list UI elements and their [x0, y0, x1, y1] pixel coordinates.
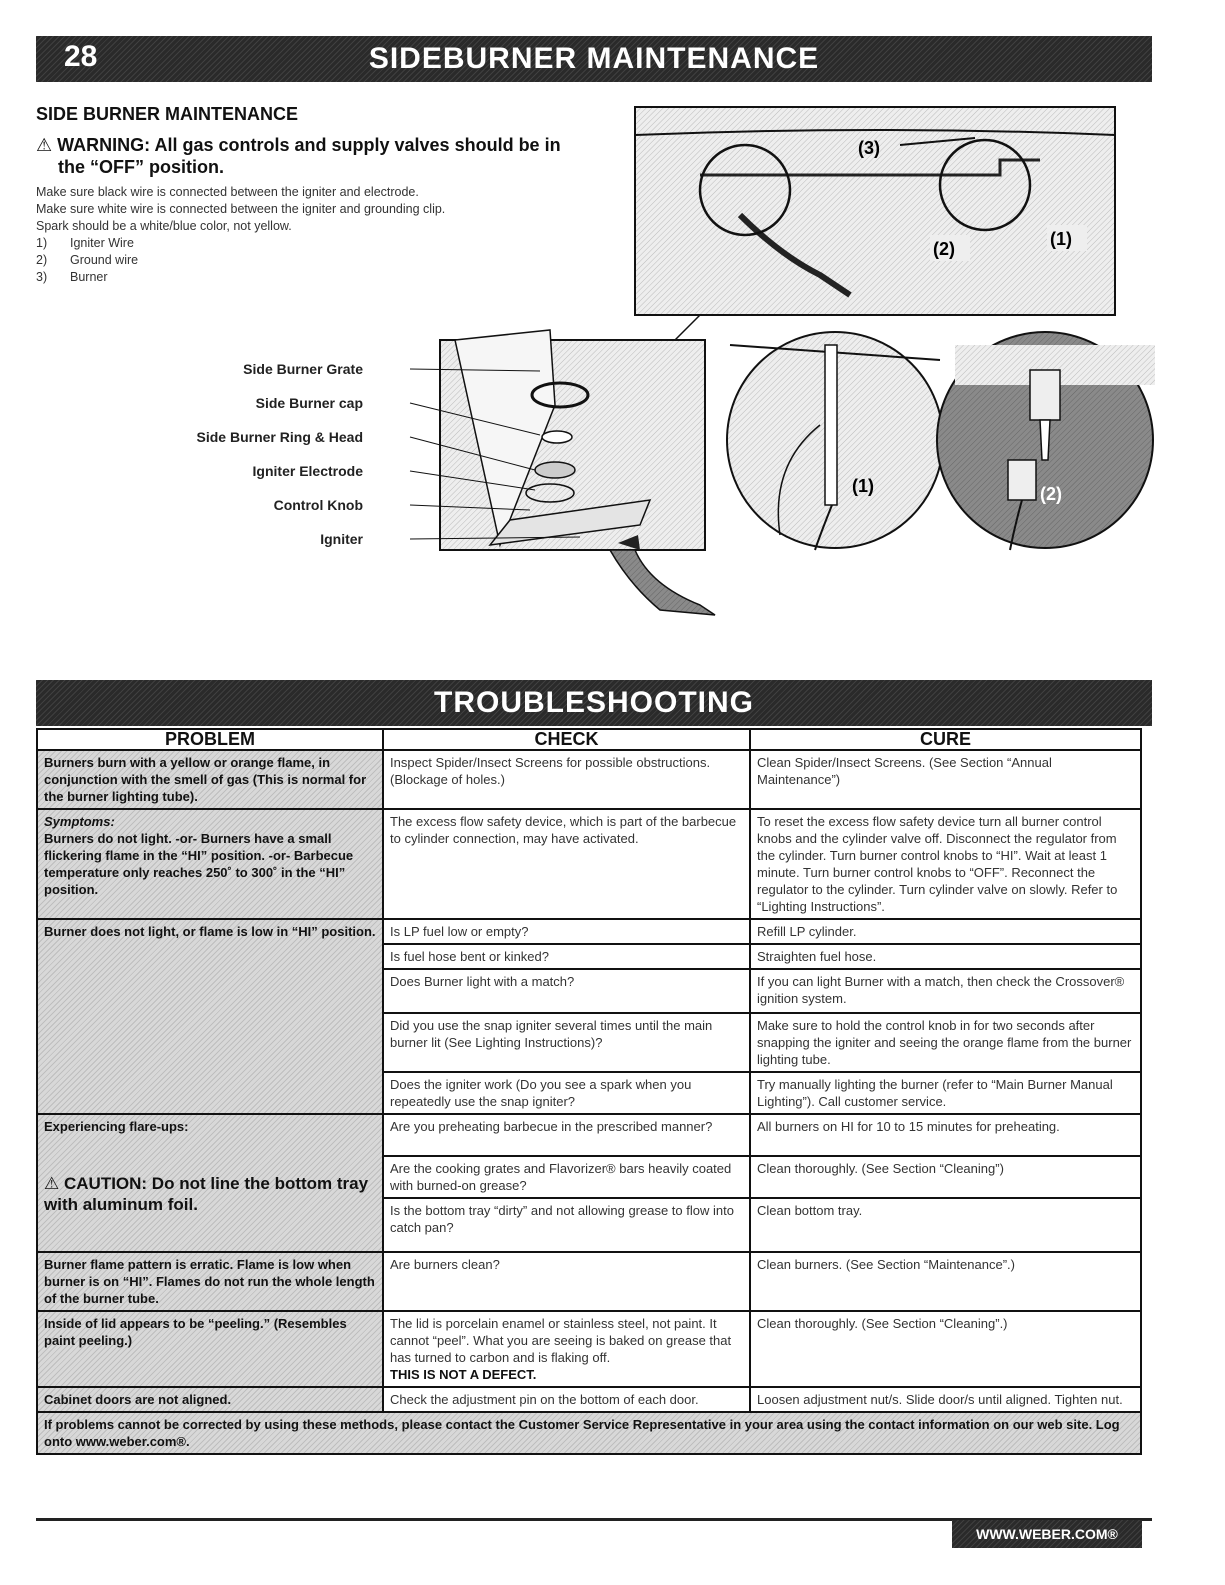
check-cell: Check the adjustment pin on the bottom of each door.	[383, 1387, 750, 1412]
problem-cell: Cabinet doors are not aligned.	[37, 1387, 383, 1412]
cure-cell: All burners on HI for 10 to 15 minutes for preheating.	[750, 1114, 1141, 1156]
check-cell: Are burners clean?	[383, 1252, 750, 1311]
cure-cell: Refill LP cylinder.	[750, 919, 1141, 944]
detail-callout-2: (2)	[1040, 484, 1062, 504]
table-footer-row	[37, 1412, 1141, 1454]
problem-cell: Burner flame pattern is erratic. Flame is low when burner is on “HI”. Flames do not run the whole length of the burner tube.	[37, 1252, 383, 1311]
cure-cell: Loosen adjustment nut/s. Slide door/s until aligned. Tighten nut.	[750, 1387, 1141, 1412]
check-cell: Is the bottom tray “dirty” and not allowing grease to flow into catch pan?	[383, 1198, 750, 1252]
troubleshooting-table	[36, 728, 1140, 1455]
instruction-line: Make sure black wire is connected between the igniter and electrode.	[36, 185, 419, 199]
table-row	[37, 1387, 1141, 1412]
section-heading: SIDE BURNER MAINTENANCE	[36, 104, 299, 124]
table-row	[37, 919, 1141, 944]
cure-cell: Clean Spider/Insect Screens. (See Section “Annual Maintenance”)	[750, 750, 1141, 809]
part-label-grate: Side Burner Grate	[243, 361, 363, 377]
table-row	[37, 1114, 1141, 1156]
cure-cell: Straighten fuel hose.	[750, 944, 1141, 969]
problem-text: Burners do not light. -or- Burners have a small flickering flame in the “HI” position. -or- Barbecue temperature only reaches 250˚ to 300˚ in the “HI” position.	[44, 831, 354, 897]
warning-triangle-icon: ⚠	[36, 135, 53, 155]
cure-cell: Make sure to hold the control knob in for two seconds after snapping the igniter and seeing the orange flame from the burner lighting tube.	[750, 1013, 1141, 1072]
igniter-wire-shape	[610, 550, 715, 615]
not-a-defect-note: THIS IS NOT A DEFECT.	[390, 1367, 537, 1382]
table-row	[37, 750, 1141, 809]
problem-cell	[37, 1114, 383, 1252]
caution-note: ⚠ CAUTION: Do not line the bottom tray with aluminum foil.	[44, 1174, 369, 1214]
check-cell: Are you preheating barbecue in the prescribed manner?	[383, 1114, 750, 1156]
check-cell	[383, 1311, 750, 1387]
cure-cell: Clean thoroughly. (See Section “Cleaning”.)	[750, 1311, 1141, 1387]
website-url: WWW.WEBER.COM®	[976, 1526, 1118, 1542]
check-text: The lid is porcelain enamel or stainless steel, not paint. It cannot “peel”. What you are seeing is baked on grease that has turned to carbon and is flaking off.	[390, 1316, 732, 1365]
cap-shape	[542, 431, 572, 443]
table-row	[37, 809, 1141, 919]
warning-text-line1: WARNING: All gas controls and supply valves should be in	[57, 135, 561, 155]
page-title: SIDEBURNER MAINTENANCE	[368, 42, 820, 75]
cure-cell: Clean burners. (See Section “Maintenance”.)	[750, 1252, 1141, 1311]
table-row	[37, 1252, 1141, 1311]
warning-text-line2: the “OFF” position.	[58, 157, 224, 177]
cure-cell: To reset the excess flow safety device turn all burner control knobs and the cylinder valve off. Disconnect the regulator from the cylinder. Turn burner control knobs to “HI”. Wait at least 1 minute. Turn burner control knobs to “OFF”. Reconnect the regulator to the cylinder. Turn cylinder valve on slowly. Refer to “Lighting Instructions”.	[750, 809, 1141, 919]
part-label-control-knob: Control Knob	[273, 497, 363, 513]
instruction-line: Spark should be a white/blue color, not yellow.	[36, 219, 292, 233]
cure-cell: Clean thoroughly. (See Section “Cleaning”)	[750, 1156, 1141, 1198]
legend-item: 2) Ground wire	[36, 253, 139, 267]
check-cell: Inspect Spider/Insect Screens for possible obstructions. (Blockage of holes.)	[383, 750, 750, 809]
page-number: 28	[64, 40, 98, 73]
detail-callout-1: (1)	[852, 476, 874, 496]
website-badge	[952, 1520, 1142, 1548]
part-label-cap: Side Burner cap	[255, 395, 363, 411]
cure-cell: Try manually lighting the burner (refer to “Main Burner Manual Lighting”). Call customer service.	[750, 1072, 1141, 1114]
contact-note: If problems cannot be corrected by using these methods, please contact the Customer Service Representative in your area using the contact information on our web site. Log onto www.weber.com®.	[37, 1412, 1141, 1454]
problem-cell: Burner does not light, or flame is low in “HI” position.	[37, 919, 383, 1114]
problem-text: Experiencing flare-ups:	[44, 1119, 189, 1134]
check-cell: The excess flow safety device, which is part of the barbecue to cylinder connection, may have activated.	[383, 809, 750, 919]
legend-item: 3) Burner	[36, 270, 108, 284]
warning-triangle-icon: ⚠	[44, 1174, 60, 1193]
callout-label-1: (1)	[1050, 229, 1072, 249]
check-cell: Is LP fuel low or empty?	[383, 919, 750, 944]
problem-cell: Burners burn with a yellow or orange flame, in conjunction with the smell of gas (This is normal for the burner lighting tube).	[37, 750, 383, 809]
cure-cell: If you can light Burner with a match, then check the Crossover® ignition system.	[750, 969, 1141, 1013]
side-burner-illustration	[400, 105, 1160, 625]
troubleshooting-banner	[36, 680, 1152, 726]
check-cell: Did you use the snap igniter several times until the main burner lit (See Lighting Instructions)?	[383, 1013, 750, 1072]
callout-label-3: (3)	[858, 138, 880, 158]
part-label-igniter-electrode: Igniter Electrode	[252, 463, 363, 479]
check-cell: Does the igniter work (Do you see a spark when you repeatedly use the snap igniter?	[383, 1072, 750, 1114]
problem-cell: Inside of lid appears to be “peeling.” (Resembles paint peeling.)	[37, 1311, 383, 1387]
symptoms-label: Symptoms:	[44, 814, 115, 829]
part-label-igniter: Igniter	[320, 531, 363, 547]
instruction-line: Make sure white wire is connected between the igniter and grounding clip.	[36, 202, 446, 216]
check-cell: Are the cooking grates and Flavorizer® bars heavily coated with burned-on grease?	[383, 1156, 750, 1198]
check-cell: Does Burner light with a match?	[383, 969, 750, 1013]
ring-head-shape	[535, 462, 575, 478]
header-check: CHECK	[383, 729, 750, 750]
header-cure: CURE	[750, 729, 1141, 750]
troubleshooting-title: TROUBLESHOOTING	[434, 686, 754, 719]
part-label-ring-head: Side Burner Ring & Head	[196, 429, 363, 445]
legend-item: 1) Igniter Wire	[36, 236, 134, 250]
header-problem: PROBLEM	[37, 729, 383, 750]
table-header-row	[37, 729, 1141, 750]
callout-label-2: (2)	[933, 239, 955, 259]
check-cell: Is fuel hose bent or kinked?	[383, 944, 750, 969]
page-header-banner	[36, 36, 1152, 82]
problem-cell	[37, 809, 383, 919]
table-row	[37, 1311, 1141, 1387]
cure-cell: Clean bottom tray.	[750, 1198, 1141, 1252]
